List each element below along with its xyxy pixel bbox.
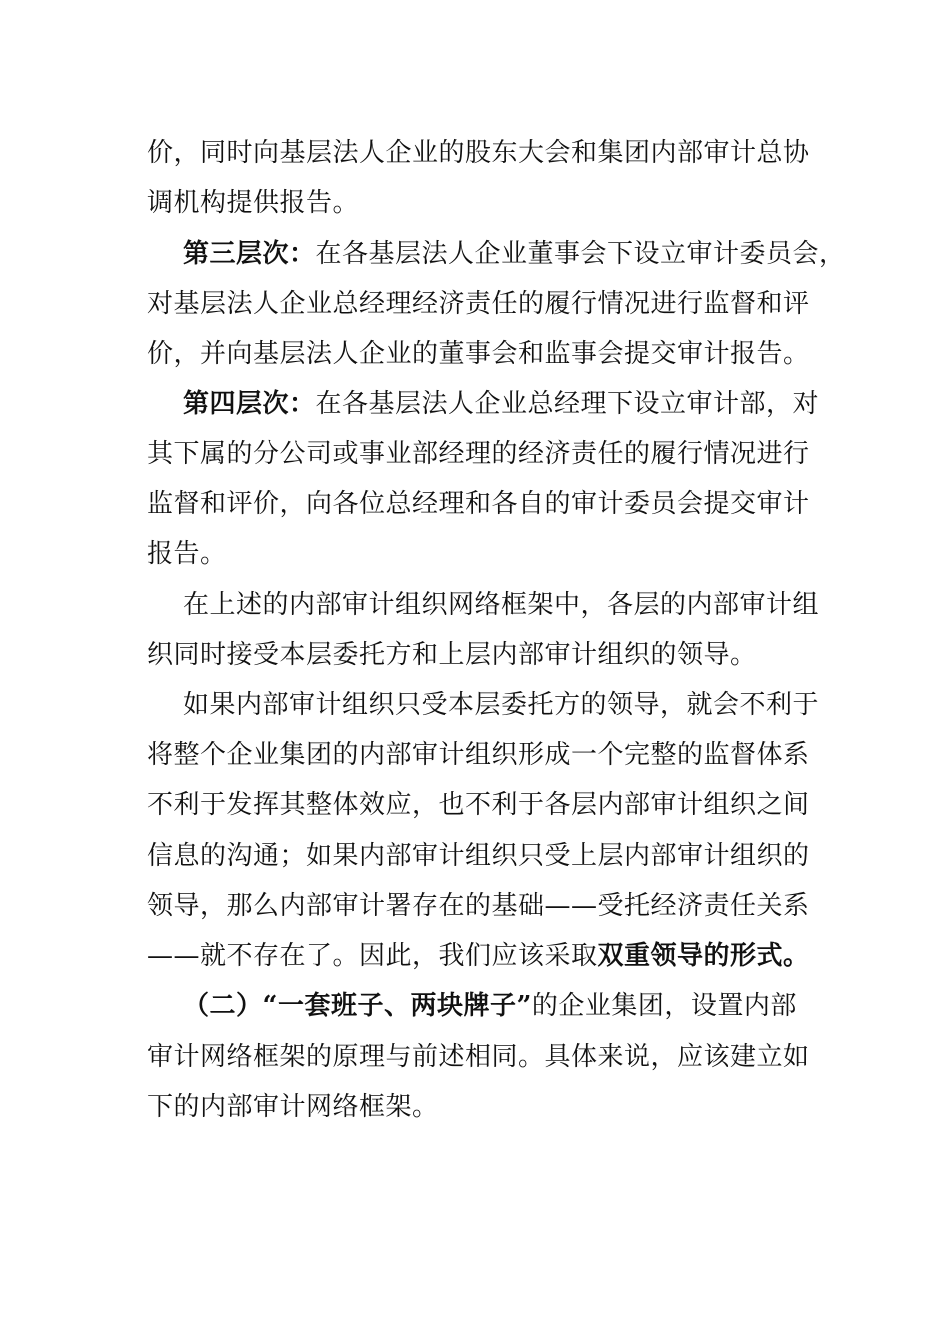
paragraph-line: 监督和评价，向各位总经理和各自的审计委员会提交审计: [147, 489, 810, 519]
paragraph-text: 在各基层法人企业总经理下设立审计部，对: [315, 389, 820, 419]
paragraph-line: 下的内部审计网络框架。: [147, 1092, 439, 1122]
paragraph-line: [147, 931, 827, 981]
section-heading: 第三层次：: [183, 239, 316, 269]
section-heading: （二）“一套班子、两块牌子”: [183, 991, 532, 1021]
paragraph-line: 审计网络框架的原理与前述相同。具体来说，应该建立如: [147, 1042, 810, 1072]
paragraph-line: 其下属的分公司或事业部经理的经济责任的履行情况进行: [147, 439, 810, 469]
paragraph-line: 领导，那么内部审计署存在的基础——受托经济责任关系: [147, 891, 810, 921]
section-heading: 第四层次：: [183, 389, 316, 419]
paragraph-line: [183, 981, 863, 1031]
paragraph-line: 如果内部审计组织只受本层委托方的领导，就会不利于: [183, 690, 820, 720]
paragraph-line: 将整个企业集团的内部审计组织形成一个完整的监督体系: [147, 740, 810, 770]
paragraph-text: 的企业集团，设置内部: [531, 991, 797, 1021]
paragraph-line: 不利于发挥其整体效应，也不利于各层内部审计组织之间: [147, 790, 810, 820]
paragraph-line: 织同时接受本层委托方和上层内部审计组织的领导。: [147, 640, 757, 670]
paragraph-text: ——就不存在了。因此，我们应该采取: [147, 941, 598, 971]
paragraph-line: 价，同时向基层法人企业的股东大会和集团内部审计总协: [147, 138, 810, 168]
paragraph-text: 在各基层法人企业董事会下设立审计委员会，: [315, 239, 846, 269]
paragraph-line: [183, 379, 863, 429]
paragraph-line: 信息的沟通；如果内部审计组织只受上层内部审计组织的: [147, 841, 810, 871]
emphasis-text: 双重领导的形式。: [597, 941, 810, 971]
paragraph-line: 报告。: [147, 539, 227, 569]
paragraph-line: 调机构提供报告。: [147, 188, 360, 218]
paragraph-line: [183, 229, 863, 279]
paragraph-line: 在上述的内部审计组织网络框架中，各层的内部审计组: [183, 590, 820, 620]
paragraph-line: 对基层法人企业总经理经济责任的履行情况进行监督和评: [147, 289, 810, 319]
paragraph-line: 价，并向基层法人企业的董事会和监事会提交审计报告。: [147, 339, 810, 369]
